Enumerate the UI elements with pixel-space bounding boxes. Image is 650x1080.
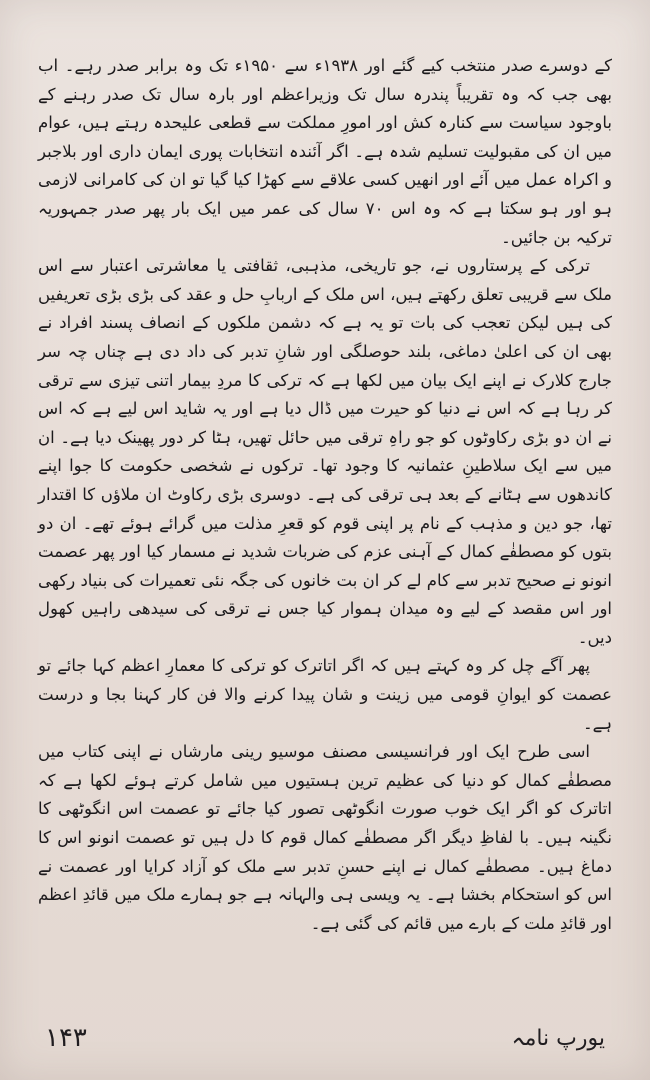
paragraph-3: پھر آگے چل کر وہ کہتے ہیں کہ اگر اتاترک کو ترکی کا معمارِ اعظم کہا جائے تو عصمت کو ایوانِ قومی میں زینت و شان پیدا کرنے والا فن کار کہنا بجا و درست ہے۔ — [38, 656, 612, 733]
page-number: ۱۴۳ — [45, 1023, 87, 1053]
body-text — [38, 52, 612, 938]
page-footer — [45, 1018, 605, 1058]
paragraph-1: کے دوسرے صدر منتخب کیے گئے اور ۱۹۳۸ء سے ۱۹۵۰ء تک وہ برابر صدر رہے۔ اب بھی جب کہ وہ تقریباً پندرہ سال تک وزیراعظم اور بارہ سال تک صدر رہنے کے باوجود سیاست سے کنارہ کش اور امورِ مملکت سے قطعی علیحدہ رہتے ہیں، عوام میں ان کی مقبولیت تسلیم شدہ ہے۔ اگر آئندہ انتخابات پوری ایمان داری اور بلاجبر و اکراہ عمل میں آئے اور انھیں کسی علاقے سے کھڑا کیا گیا تو ان کی کامرانی لازمی ہو اور ہو سکتا ہے کہ وہ اس ۷۰ سال کی عمر میں ایک بار پھر صدر جمہوریہ ترکیہ بن جائیں۔ — [38, 56, 612, 247]
paragraph-4: اسی طرح ایک اور فرانسیسی مصنف موسیو رینی مارشاں نے اپنی کتاب میں مصطفٰے کمال کو دنیا کی عظیم ترین ہستیوں میں شامل کرتے ہوئے لکھا ہے کہ اتاترک کو اگر ایک خوب صورت انگوٹھی تصور کیا جائے تو عصمت اس انگوٹھی کا نگینہ ہیں۔ با لفاظِ دیگر اگر مصطفٰے کمال قوم کا دل ہیں تو عصمت انونو اس کا دماغ ہیں۔ مصطفٰے کمال نے اپنے حسنِ تدبر سے ملک کو آزاد کرایا اور عصمت نے اس کو استحکام بخشا ہے۔ یہ ویسی ہی والہانہ ہے جو ہمارے ملک میں قائدِ اعظم اور قائدِ ملت کے بارے میں قائم کی گئی ہے۔ — [38, 742, 612, 933]
paragraph-2: ترکی کے پرستاروں نے، جو تاریخی، مذہبی، ثقافتی یا معاشرتی اعتبار سے اس ملک سے قریبی تعلق رکھتے ہیں، اس ملک کے اربابِ حل و عقد کی بڑی بڑی تعریفیں کی ہیں لیکن تعجب کی بات تو یہ ہے کہ دشمن ملکوں کے انصاف پسند افراد نے بھی ان کی اعلیٰ دماغی، بلند حوصلگی اور شانِ تدبر کی داد دی ہے چناں چہ سر جارج کلارک نے اپنے ایک بیان میں لکھا ہے کہ ترکی کا مردِ بیمار اتنی تیزی سے ترقی کر رہا ہے کہ اس نے دنیا کو حیرت میں ڈال دیا ہے اور یہ شاید اس لیے ہے کہ اس نے ان دو بڑی رکاوٹوں کو جو راہِ ترقی میں حائل تھیں، ہٹا کر دور پھینک دیا ہے۔ ان میں سے ایک سلاطینِ عثمانیہ کا وجود تھا۔ ترکوں نے شخصی حکومت کا جوا اپنے کاندھوں سے ہٹانے کے بعد ہی ترقی کی ہے۔ دوسری بڑی رکاوٹ ان ملاؤں کا اقتدار تھا، جو دین و مذہب کے نام پر اپنی قوم کو قعرِ مذلت میں گرائے ہوئے تھے۔ ان دو بتوں کو مصطفٰے کمال کے آہنی عزم کی ضربات شدید نے مسمار کیا اور پھر عصمت انونو نے صحیح تدبر سے کام لے کر ان بت خانوں کی جگہ نئی تعمیرات کی بنیاد رکھی اور اس مقصد کے لیے وہ میدان ہموار کیا جس نے ترقی کی سیدھی راہیں کھول دیں۔ — [38, 256, 612, 647]
running-title: یورپ نامہ — [511, 1025, 605, 1051]
